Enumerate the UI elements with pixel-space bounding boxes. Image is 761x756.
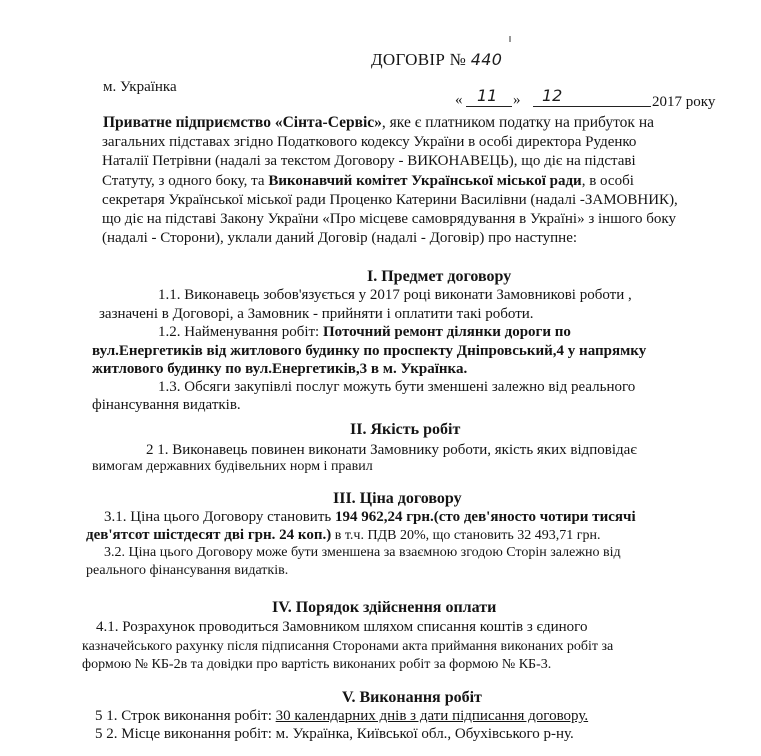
month-underline <box>533 106 651 107</box>
preamble-text: , яке є платником податку на прибуток на <box>381 114 654 131</box>
clause-label: 5 1. Строк виконання робіт: <box>95 708 276 724</box>
preamble-line-7: (надалі - Сторони), уклали даний Договір (надалі - Договір) про наступне: <box>102 230 578 246</box>
clause-2-1-cont: вимогам державних будівельних норм і правил <box>92 459 373 474</box>
clause-1-3: 1.3. Обсяги закупівлі послуг можуть бути зменшені залежно від реального <box>158 379 636 395</box>
date-year: 2017 року <box>652 94 716 110</box>
title-prefix: ДОГОВІР № <box>371 50 467 69</box>
preamble-line-2: загальних підставах згідно Податкового кодексу України в особі директора Руденко <box>102 134 637 150</box>
section-2-heading: ІІ. Якість робіт <box>350 421 461 438</box>
preamble-text: Статуту, з одного боку, та <box>102 173 269 189</box>
contractor-name: Приватне підприємство «Сінта-Сервіс» <box>103 114 382 131</box>
clause-5-1 <box>95 707 588 725</box>
work-duration: 30 календарних днів з дати підписання договору. <box>275 708 589 724</box>
date-open-quote: « <box>455 92 463 108</box>
section-4-heading: IV. Порядок здійснення оплати <box>272 599 497 616</box>
clause-3-2: 3.2. Ціна цього Договору може бути зменшена за взаємною згодою Сторін залежно від <box>104 545 621 560</box>
clause-1-2-cont-1: вул.Енергетиків від житлового будинку по проспекту Дніпровський,4 у напрямку <box>92 343 647 359</box>
contract-price: 194 962,24 грн.(сто дев'яносто чотири тисячі <box>334 509 636 525</box>
vat-amount: в т.ч. ПДВ 20%, що становить 32 493,71 грн. <box>331 528 601 543</box>
day-underline <box>466 106 512 107</box>
section-3-heading: ІІІ. Ціна договору <box>333 490 462 507</box>
clause-1-2 <box>158 323 571 341</box>
clause-1-1-cont: зазначені в Договорі, а Замовник - прийняти і оплатити такі роботи. <box>99 306 534 322</box>
clause-2-1: 2 1. Виконавець повинен виконати Замовнику роботи, якість яких відповідає <box>146 442 637 458</box>
date-day: 11 <box>477 86 498 105</box>
city: м. Українка <box>103 79 177 95</box>
scan-speck <box>509 36 511 42</box>
preamble-line-4 <box>102 172 634 190</box>
clause-4-1-cont-1: казначейського рахунку після підписання Сторонами акта приймання виконаних робіт за <box>82 639 614 654</box>
clause-1-2-cont-2: житлового будинку по вул.Енергетиків,3 в м. Українка. <box>92 361 468 377</box>
clause-4-1: 4.1. Розрахунок проводиться Замовником шляхом списання коштів з єдиного <box>96 619 588 635</box>
clause-3-1-cont <box>86 526 600 545</box>
clause-label: 3.1. Ціна цього Договору становить <box>104 509 335 525</box>
date-month: 12 <box>542 86 563 105</box>
clause-1-1: 1.1. Виконавець зобов'язується у 2017 році виконати Замовникові роботи , <box>158 287 632 303</box>
preamble-line-1 <box>103 114 654 132</box>
contract-number: 440 <box>470 50 503 69</box>
preamble-line-3: Наталії Петрівни (надалі за текстом Договору - ВИКОНАВЕЦЬ), що діє на підставі <box>102 153 636 169</box>
section-1-heading: І. Предмет договору <box>367 268 512 285</box>
work-name: Поточний ремонт ділянки дороги по <box>322 324 571 340</box>
clause-5-2: 5 2. Місце виконання робіт: м. Українка, Київської обл., Обухівського р-ну. <box>95 726 574 742</box>
clause-1-3-cont: фінансування видатків. <box>92 397 241 413</box>
price-in-words: дев'ятсот шістдесят дві грн. 24 коп.) <box>86 527 332 543</box>
clause-3-2-cont: реального фінансування видатків. <box>86 563 289 578</box>
customer-name: Виконавчий комітет Української міської ради <box>268 173 582 189</box>
preamble-line-6: що діє на підставі Закону України «Про місцеве самоврядування в Україні» з іншого боку <box>102 211 676 227</box>
clause-label: 1.2. Найменування робіт: <box>158 324 320 340</box>
preamble-text: , в особі <box>581 173 634 189</box>
document-title <box>371 50 502 70</box>
clause-3-1 <box>104 508 636 526</box>
preamble-line-5: секретаря Української міської ради Проценко Катерини Василівни (надалі -ЗАМОВНИК), <box>102 192 678 208</box>
clause-4-1-cont-2: формою № КБ-2в та довідки про вартість виконаних робіт за формою № КБ-3. <box>82 657 552 672</box>
section-5-heading: V. Виконання робіт <box>342 689 482 706</box>
date-close-quote: » <box>513 92 521 108</box>
